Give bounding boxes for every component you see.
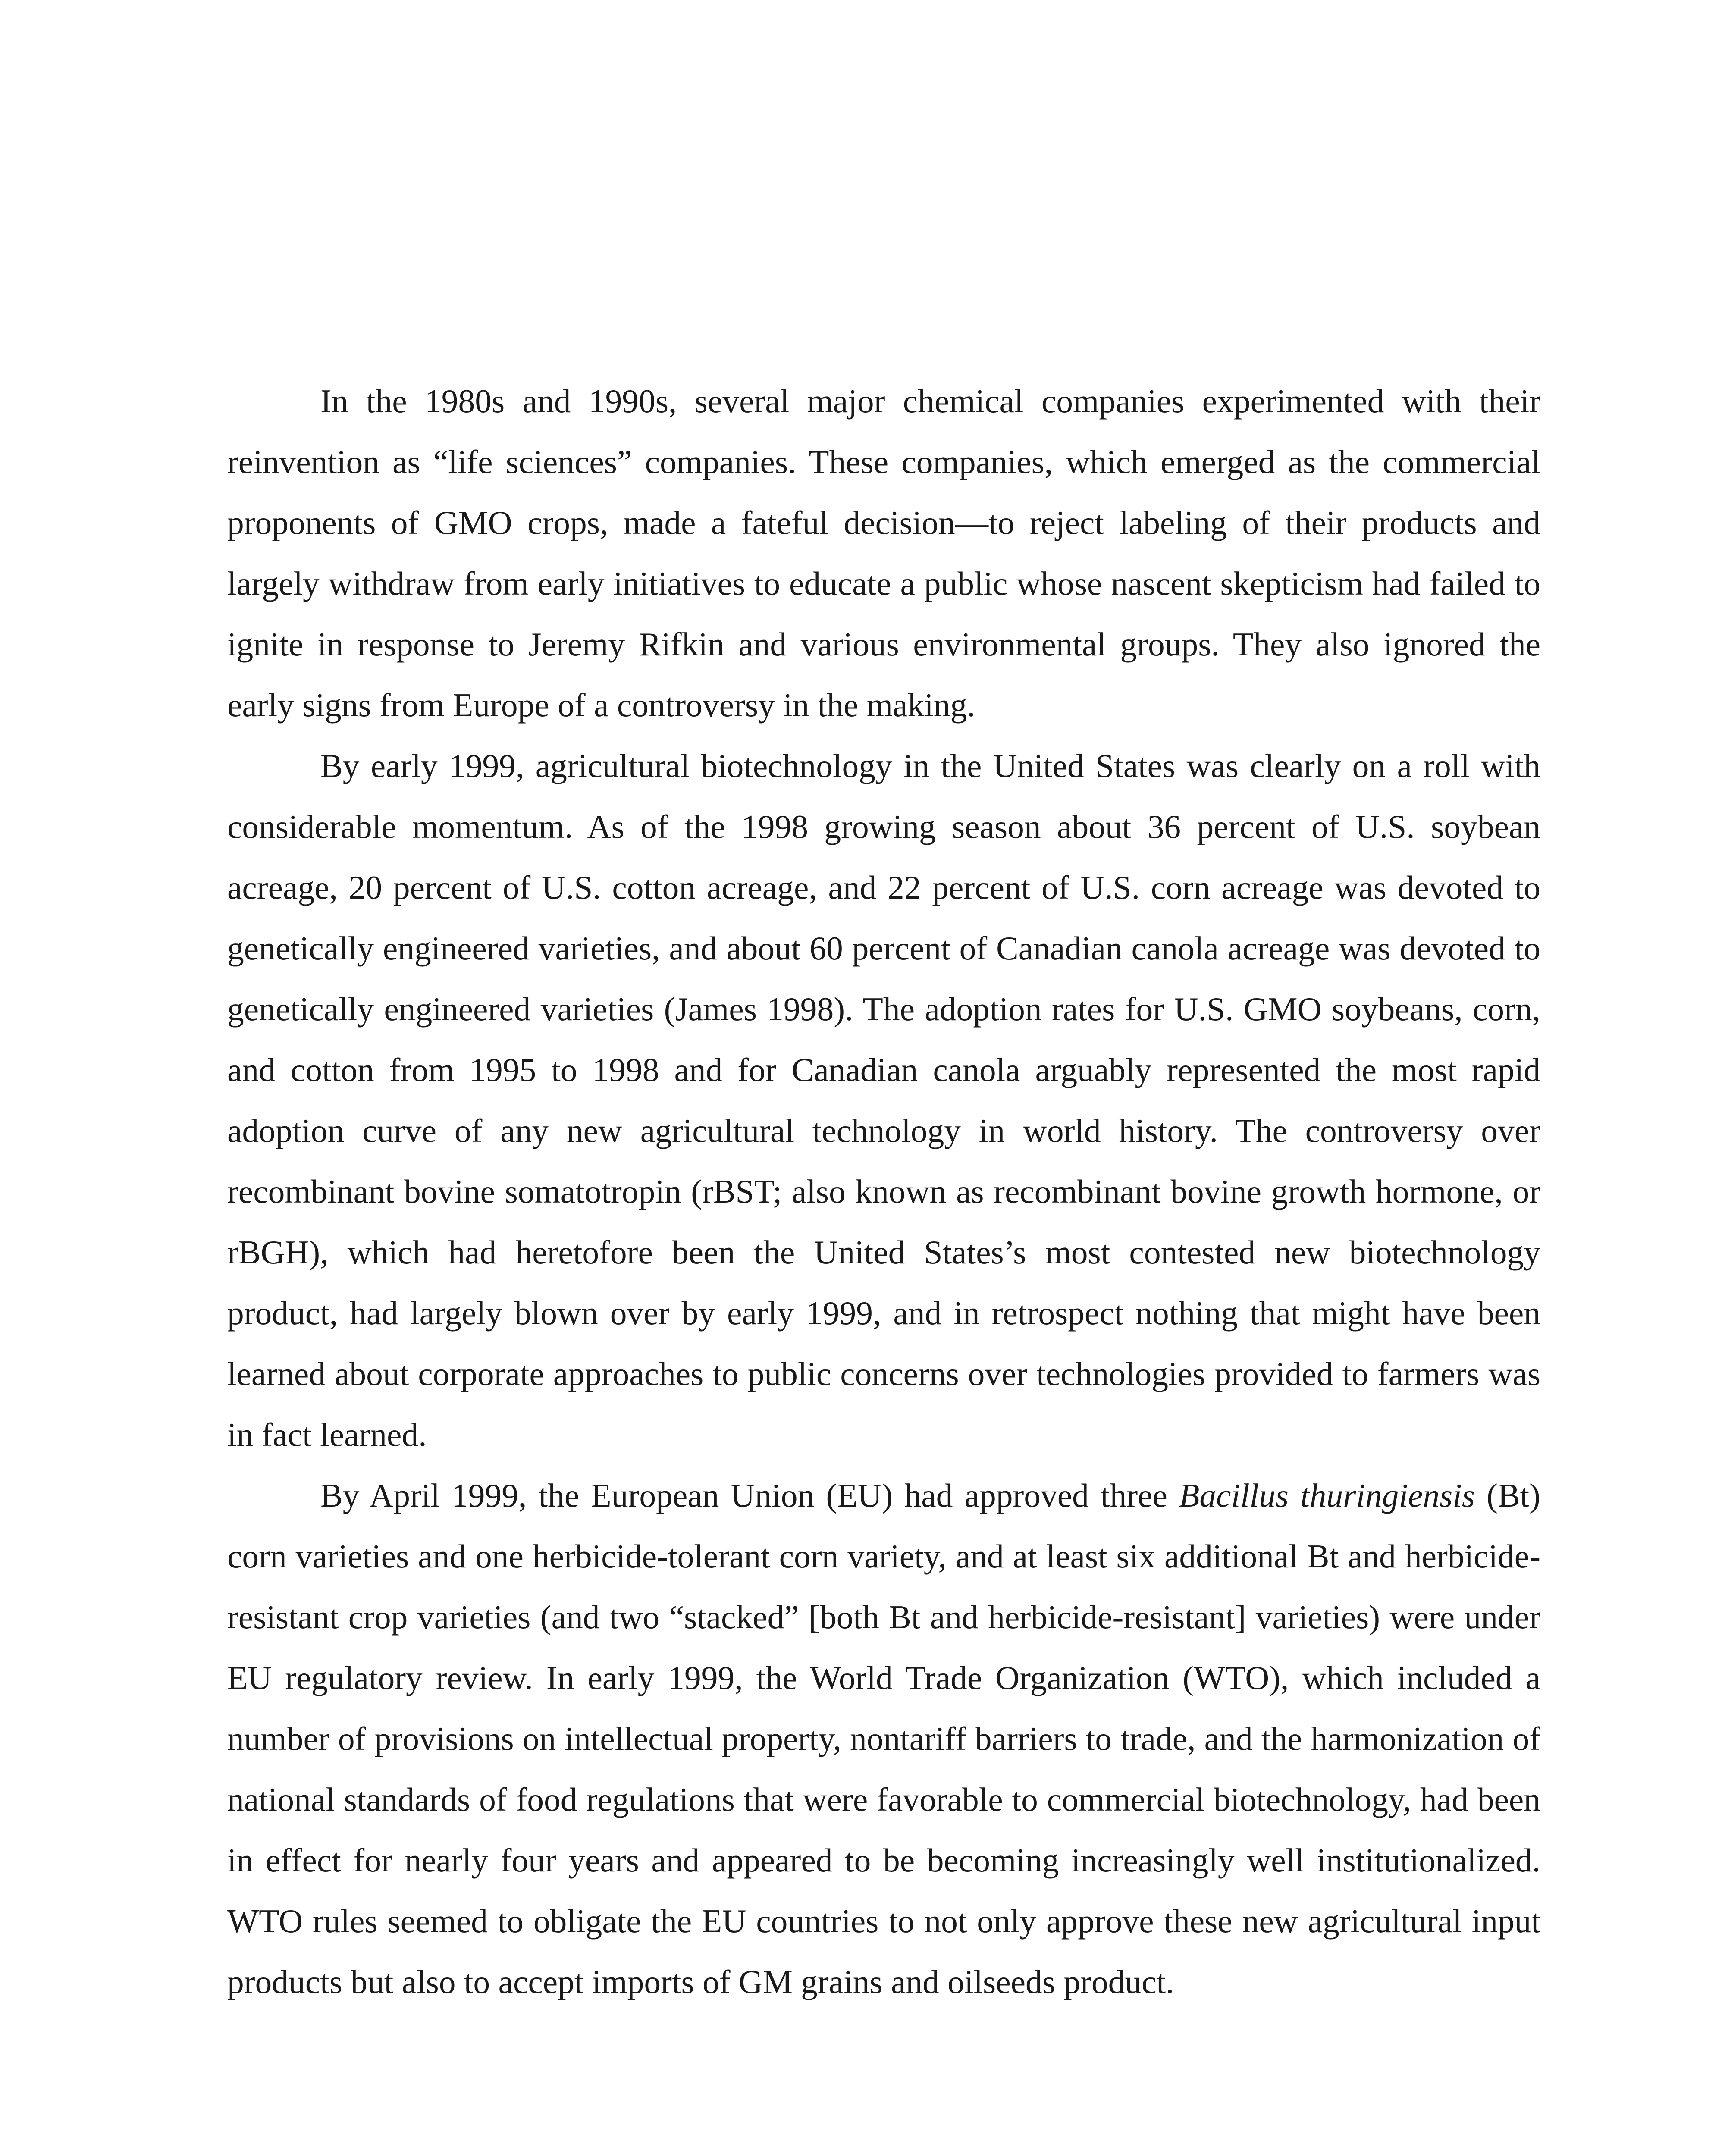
paragraph-text: By April 1999, the European Union (EU) had approved three	[320, 1477, 1179, 1514]
paragraph-eu-approvals	[227, 1465, 1540, 2012]
paragraph-text: (Bt) corn varieties and one herbicide-tolerant corn variety, and at least six additional Bt and herbicide-resistant crop varieties (and two “stacked” [both Bt and herbicide-resistant] varieties) were under EU regulatory review. In early 1999, the World Trade Organization (WTO), which included a number of provisions on intellectual property, nontariff barriers to trade, and the harmonization of national standards of food regulations that were favorable to commercial biotechnology, had been in effect for nearly four years and appeared to be becoming increasingly well institutionalized. WTO rules seemed to obligate the EU countries to not only approve these new agricultural input products but also to accept imports of GM grains and oilseeds product.	[227, 1477, 1540, 2000]
paragraph-text: By early 1999, agricultural biotechnology in the United States was clearly on a roll with considerable momentum. As of the 1998 growing season about 36 percent of U.S. soybean acreage, 20 percent of U.S. cotton acreage, and 22 percent of U.S. corn acreage was devoted to genetically engineered varieties, and about 60 percent of Canadian canola acreage was devoted to genetically engineered varieties (James 1998). The adoption rates for U.S. GMO soybeans, corn, and cotton from 1995 to 1998 and for Canadian canola arguably represented the most rapid adoption curve of any new agricultural technology in world history. The controversy over recombinant bovine somatotropin (rBST; also known as recombinant bovine growth hormone, or rBGH), which had heretofore been the United States’s most contested new biotechnology product, had largely blown over by early 1999, and in retrospect nothing that might have been learned about corporate approaches to public concerns over technologies provided to farmers was in fact learned.	[227, 747, 1540, 1453]
body-text	[227, 371, 1540, 2012]
species-name-italic: Bacillus thuringiensis	[1179, 1477, 1475, 1514]
paragraph-biotech-momentum	[227, 736, 1540, 1465]
paragraph-text: In the 1980s and 1990s, several major chemical companies experimented with their reinvention as “life sciences” companies. These companies, which emerged as the commercial proponents of GMO crops, made a fateful decision—to reject labeling of their products and largely withdraw from early initiatives to educate a public whose nascent skepticism had failed to ignite in response to Jeremy Rifkin and various environmental groups. They also ignored the early signs from Europe of a controversy in the making.	[227, 382, 1540, 724]
paragraph-life-sciences	[227, 371, 1540, 736]
